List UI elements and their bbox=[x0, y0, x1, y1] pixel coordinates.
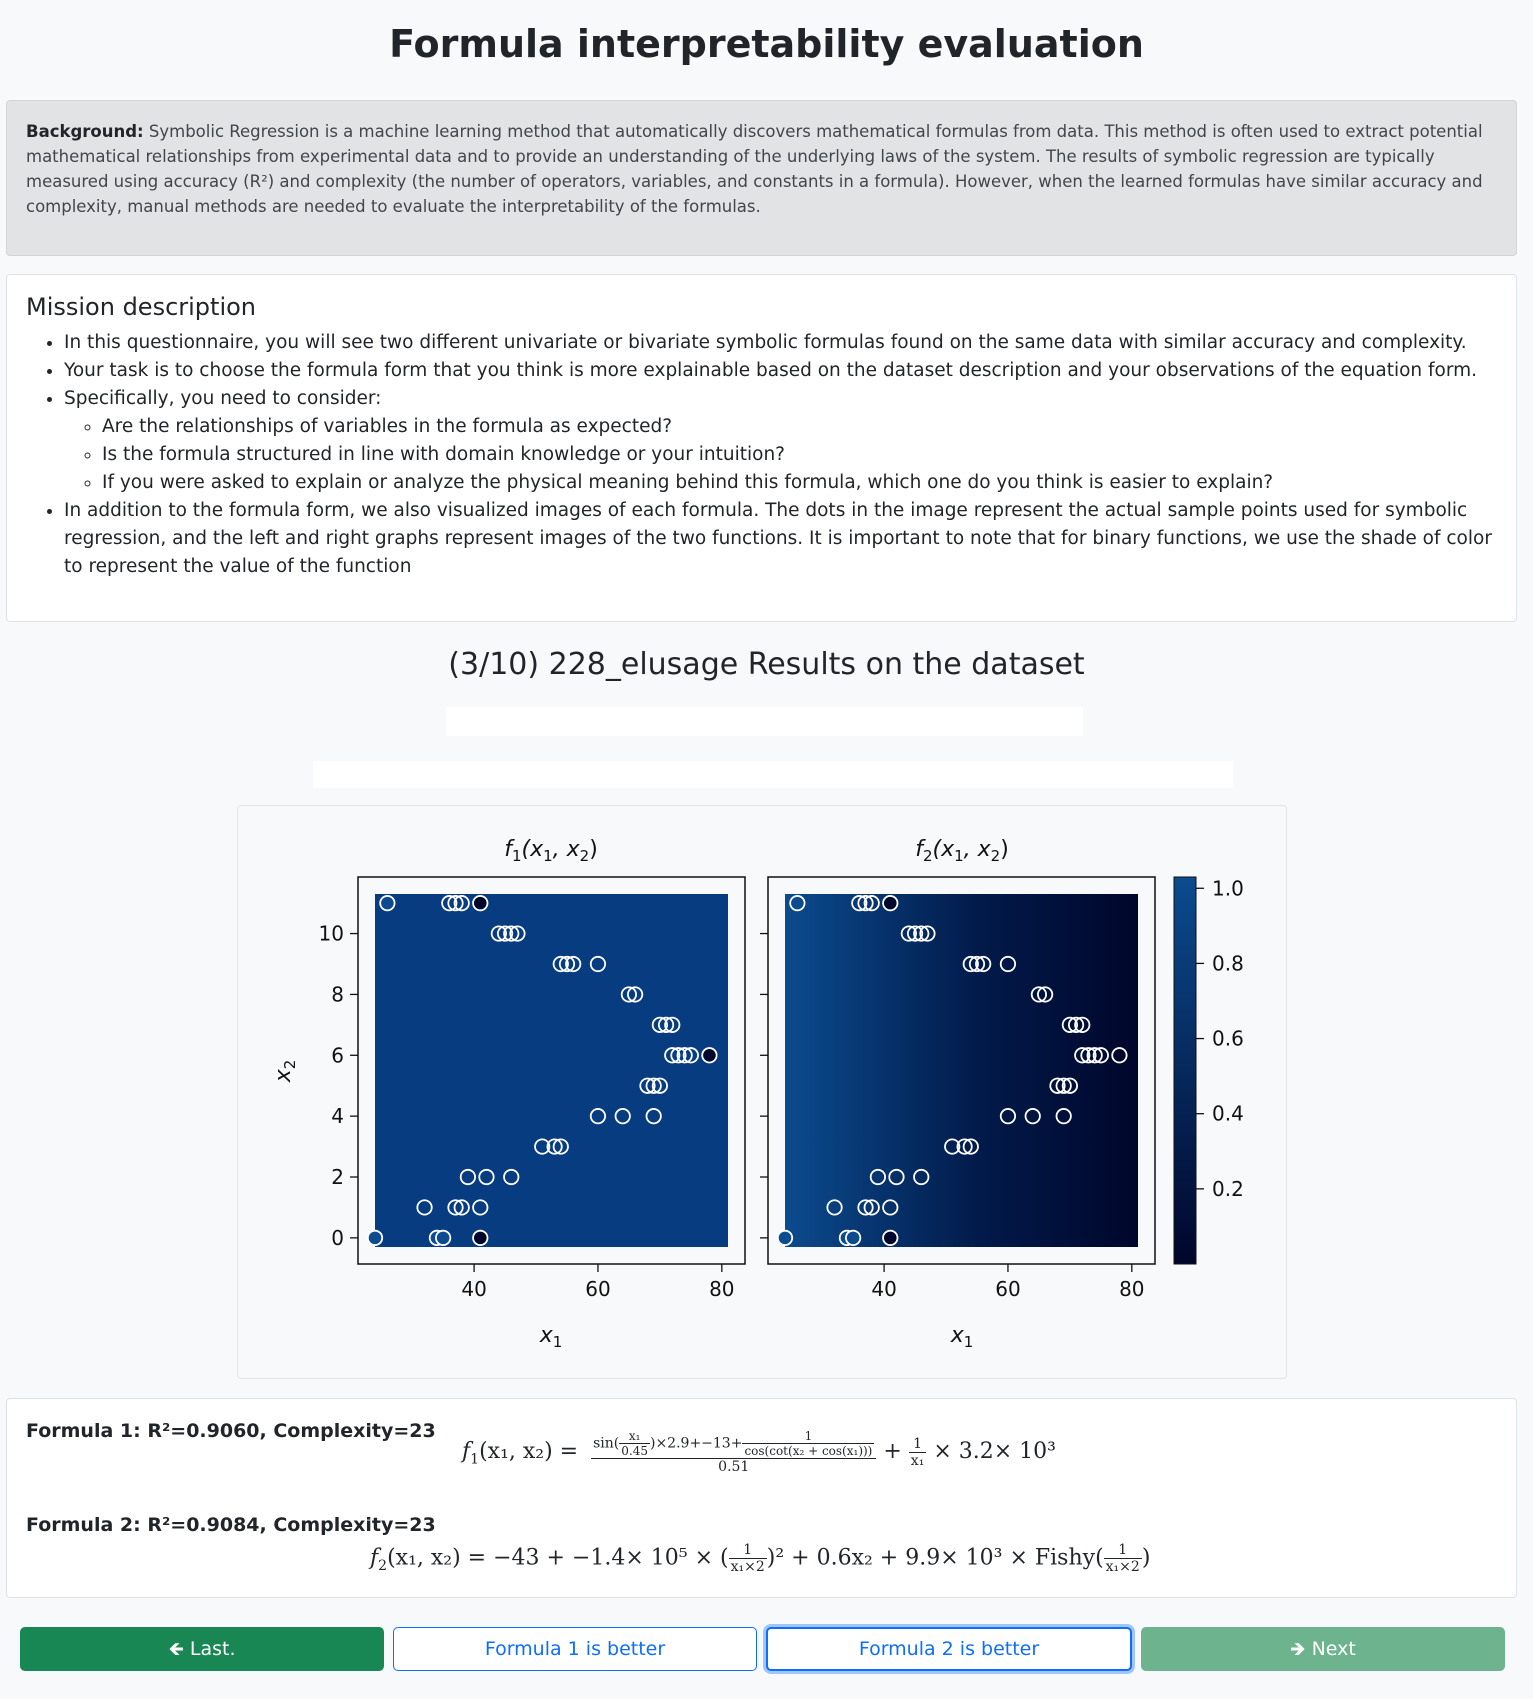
formula1-better-button[interactable]: Formula 1 is better bbox=[393, 1627, 757, 1671]
mission-heading: Mission description bbox=[26, 293, 257, 321]
last-button[interactable]: 🡸 Last. bbox=[20, 1627, 384, 1671]
panel1-heatmap bbox=[375, 894, 728, 1247]
colorbar-tick-label: 0.6 bbox=[1212, 1026, 1244, 1051]
mission-panel bbox=[6, 274, 1517, 622]
colorbar-tick-label: 0.2 bbox=[1212, 1176, 1244, 1201]
formula1-expression: $f_1(x_1$, x₂) = sin( $\frac{\text{x₁}}{0.45}$ )×2.9+−13+ $\frac{1}{\text{cos(cot(x₂ + cos(x₁)))}}$ 0.51 + $\frac{1}{\text{x₁}}$ × 3.2× 10³ bbox=[462, 1429, 1056, 1475]
panel2-heatmap bbox=[785, 894, 1138, 1247]
colorbar-tick-label: 0.8 bbox=[1212, 951, 1244, 976]
dataset-detail-blank bbox=[313, 761, 1233, 788]
data-point bbox=[883, 896, 897, 910]
data-point bbox=[790, 896, 804, 910]
formula2-expression: $f_2(x_1$, x₂) = −43 + −1.4× 10⁵ × ( $\frac{1}{\text{x₁×2}}$ )² + 0.6x₂ + 9.9× 10³ × Fishy( $\frac{1}{\text{x₁×2}}$ ) bbox=[370, 1542, 1151, 1575]
panel1-xlabel: $x_1$ bbox=[539, 1323, 563, 1351]
data-point bbox=[883, 1231, 897, 1245]
x-tick-label: 80 bbox=[1119, 1277, 1145, 1301]
x-tick-label: 60 bbox=[995, 1277, 1021, 1301]
formula2-better-button[interactable]: Formula 2 is better bbox=[766, 1627, 1132, 1671]
plot-panel bbox=[237, 805, 1287, 1379]
mission-item: • Your task is to choose the formula form that you think is more explainable based on the dataset description and your observations of the equation form. bbox=[64, 357, 1497, 385]
background-text: Symbolic Regression is a machine learning method that automatically discovers mathematical formulas from data. This method is often used to extract potential mathematical relationships from experimental data and to provide an understanding of the underlying laws of the system. The results of symbolic regression are typically measured using accuracy (R²) and complexity (the number of operators, variables, and constants in a formula). However, when the learned formulas have similar accuracy and complexity, manual methods are needed to evaluate the interpretability of the formulas. bbox=[26, 122, 1483, 216]
x-tick-label: 80 bbox=[709, 1277, 735, 1301]
formula-panel bbox=[6, 1398, 1517, 1598]
dataset-description-blank bbox=[446, 707, 1083, 736]
colorbar-tick-label: 1.0 bbox=[1212, 876, 1244, 901]
y-tick-label: 6 bbox=[331, 1043, 344, 1068]
data-point bbox=[702, 1048, 716, 1062]
mission-item: • In addition to the formula form, we also visualized images of each formula. The dots in the image represent the actual sample points used for symbolic regression, and the left and right graphs represent images of the two functions. It is important to note that for binary functions, we use the shade of color to represent the value of the function bbox=[64, 497, 1497, 581]
function-plot bbox=[238, 806, 1286, 1378]
data-point bbox=[380, 896, 394, 910]
colorbar-tick-label: 0.4 bbox=[1212, 1101, 1244, 1126]
y-tick-label: 8 bbox=[331, 982, 344, 1007]
background-panel bbox=[6, 100, 1517, 256]
formula1-label: Formula 1: R²=0.9060, Complexity=23 bbox=[26, 1420, 436, 1442]
data-point bbox=[473, 896, 487, 910]
x-tick-label: 60 bbox=[585, 1277, 611, 1301]
data-point bbox=[1112, 1048, 1126, 1062]
data-point bbox=[778, 1231, 792, 1245]
mission-subitem: ◦ If you were asked to explain or analyze the physical meaning behind this formula, which one do you think is easier to explain? bbox=[102, 469, 1497, 497]
background-label: Background: bbox=[26, 122, 144, 141]
page-title: Formula interpretability evaluation bbox=[389, 22, 1144, 66]
colorbar-ticks bbox=[1196, 876, 1244, 1201]
colorbar bbox=[1174, 877, 1196, 1264]
y-tick-label: 2 bbox=[331, 1165, 344, 1190]
mission-item: • Specifically, you need to consider: ◦ Are the relationships of variables in the formula as expected? ◦ Is the formula structured in line with domain knowledge or your intuition? ◦ If you were asked to explain or analyze the physical meaning behind this formula, which one do you think is easier to explain? bbox=[64, 385, 1497, 497]
x-tick-label: 40 bbox=[871, 1277, 897, 1301]
panel2-xlabel: $x_1$ bbox=[950, 1323, 974, 1351]
next-button[interactable]: 🡺 Next bbox=[1141, 1627, 1505, 1671]
mission-list bbox=[26, 329, 1497, 581]
panel1-ylabel: $x_2$ bbox=[271, 1059, 299, 1083]
y-tick-label: 0 bbox=[331, 1225, 344, 1250]
mission-item: • In this questionnaire, you will see two different univariate or bivariate symbolic formulas found on the same data with similar accuracy and complexity. bbox=[64, 329, 1497, 357]
mission-sublist bbox=[64, 413, 1497, 497]
x-tick-label: 40 bbox=[461, 1277, 487, 1301]
panel2-title: $f_2(x_1$, $x_2$) bbox=[915, 837, 1009, 865]
panel1-title: $f_1(x_1$, $x_2$) bbox=[504, 837, 598, 865]
data-point bbox=[436, 1231, 450, 1245]
mission-subitem: ◦ Are the relationships of variables in the formula as expected? bbox=[102, 413, 1497, 441]
data-point bbox=[846, 1231, 860, 1245]
mission-subitem: ◦ Is the formula structured in line with domain knowledge or your intuition? bbox=[102, 441, 1497, 469]
y-tick-label: 10 bbox=[318, 921, 344, 946]
data-point bbox=[368, 1231, 382, 1245]
dataset-title: (3/10) 228_elusage Results on the dataset bbox=[448, 647, 1085, 682]
data-point bbox=[473, 1231, 487, 1245]
formula2-label: Formula 2: R²=0.9084, Complexity=23 bbox=[26, 1514, 436, 1536]
y-tick-label: 4 bbox=[331, 1104, 344, 1129]
